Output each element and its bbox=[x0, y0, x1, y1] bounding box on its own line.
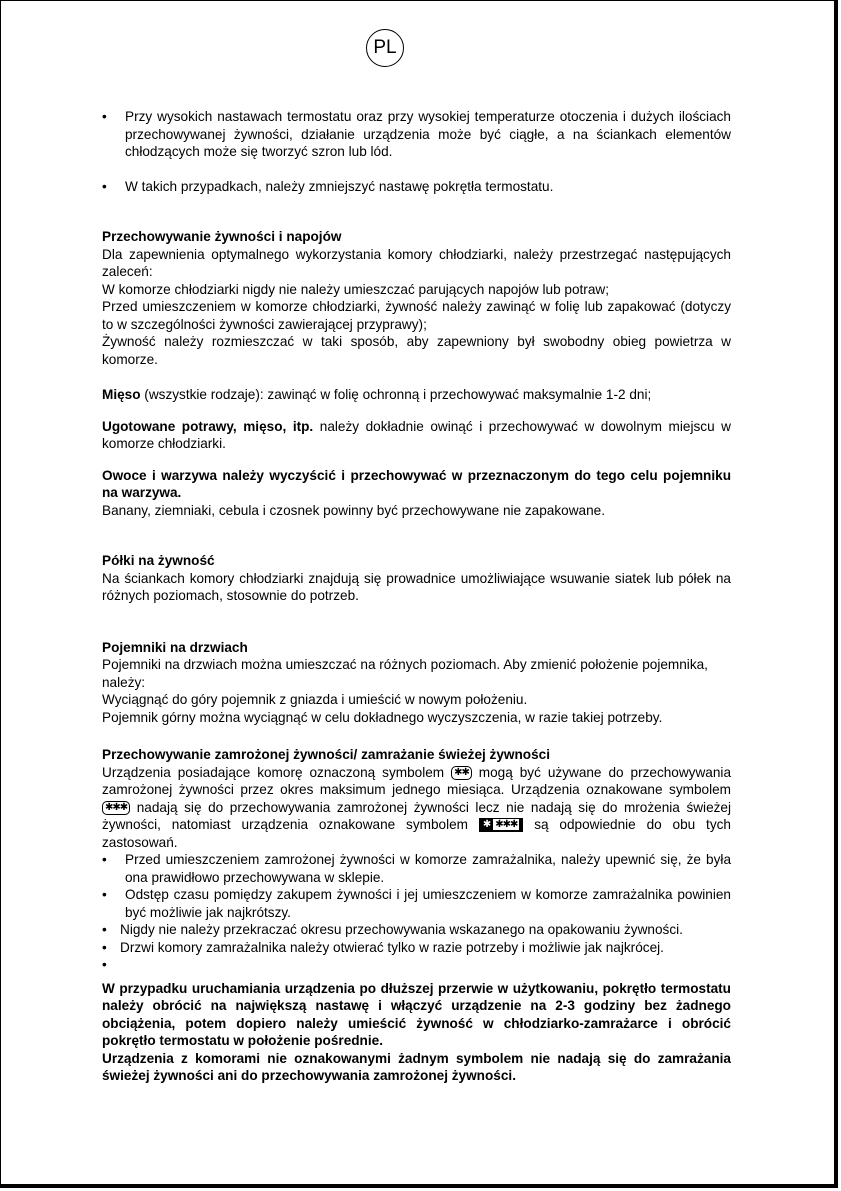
bullet-item: • W takich przypadkach, należy zmniejszyć nastawę pokrętła termostatu. bbox=[102, 178, 731, 196]
paragraph: Na ściankach komory chłodziarki znajdują się prowadnice umożliwiające wsuwanie siatek lub półek na różnych poziomach, stosownie do potrzeb. bbox=[102, 570, 731, 603]
section-title: Półki na żywność bbox=[102, 553, 215, 568]
bold-label: Ugotowane potrawy, mięso, itp. bbox=[102, 418, 314, 434]
section-title: Pojemniki na drzwiach bbox=[102, 639, 248, 655]
language-badge: PL bbox=[366, 29, 404, 67]
symbol-star: ✱ bbox=[482, 819, 491, 831]
bullet-item: • Drzwi komory zamrażalnika należy otwierać tylko w razie potrzeby i możliwie jak najkrócej. bbox=[102, 939, 731, 957]
bullet-item: • Odstęp czasu pomiędzy zakupem żywności i jej umieszczeniem w komorze zamrażalnika powinien być możliwie jak najkrótszy. bbox=[102, 886, 731, 921]
warning-paragraph: W przypadku uruchamiania urządzenia po dłuższej przerwie w użytkowaniu, pokrętło termostatu należy obrócić na największą nastawę i włączyć urządzenie na 2-3 godziny bez żadnego obciążenia, potem dopiero należy umieścić żywność w chłodziarko-zamrażarce i obrócić pokrętło termostatu w położenie pośrednie. bbox=[102, 980, 731, 1048]
paragraph: Banany, ziemniaki, cebula i czosnek powinny być przechowywane nie zapakowane. bbox=[102, 502, 605, 518]
section-door bbox=[102, 639, 731, 727]
paragraph-text: są odpowiednie do obu tych zastosowań. bbox=[102, 817, 731, 850]
paragraph: W komorze chłodziarki nigdy nie należy umieszczać parujących napojów lub potraw; bbox=[102, 281, 609, 297]
section-frozen bbox=[102, 746, 731, 974]
bold-label: Mięso bbox=[102, 387, 141, 402]
bullet-item: • Przy wysokich nastawach termostatu oraz przy wysokiej temperaturze otoczenia i dużych ilościach przechowywanej żywności, działanie urządzenia może być ciągłe, a na ściankach elementów chłodzących może się tworzyć szron lub lód. bbox=[102, 108, 731, 161]
section-fruit bbox=[102, 467, 731, 520]
symbol-stars: ✱✱✱ bbox=[495, 819, 518, 831]
paragraph: Pojemniki na drzwiach można umieszczać na różnych poziomach. Aby zmienić położenie pojemnika, należy: bbox=[102, 657, 708, 690]
section-title: Przechowywanie żywności i napojów bbox=[102, 229, 342, 244]
three-star-symbol-icon: ✱✱✱ bbox=[102, 801, 130, 815]
bullet-item: • Przed umieszczeniem zamrożonej żywności w komorze zamrażalnika, należy upewnić się, że była ona prawidłowo przechowywana w sklepie. bbox=[102, 851, 731, 886]
four-star-symbol-icon bbox=[479, 818, 524, 832]
section-title: Przechowywanie zamrożonej żywności/ zamrażanie świeżej żywności bbox=[102, 747, 550, 762]
paragraph bbox=[102, 764, 731, 852]
section-warning bbox=[102, 980, 731, 1085]
paragraph-text: należy dokładnie owinąć i przechowywać w dowolnym miejscu w komorze chłodziarki. bbox=[102, 418, 731, 451]
section-lead: Owoce i warzywa należy wyczyścić i przechowywać w przeznaczonym do tego celu pojemniku na warzywa. bbox=[102, 467, 731, 500]
paragraph: Dla zapewnienia optymalnego wykorzystania komory chłodziarki, należy przestrzegać następujących zaleceń: bbox=[102, 246, 731, 279]
section-shelves bbox=[102, 552, 731, 605]
paragraph: Wyciągnąć do góry pojemnik z gniazda i umieścić w nowym położeniu. bbox=[102, 692, 528, 707]
paragraph-text: Urządzenia posiadające komorę oznaczoną symbolem bbox=[102, 764, 445, 780]
bullet-item-empty bbox=[102, 956, 731, 974]
paragraph: Przed umieszczeniem w komorze chłodziarki, żywność należy zawinąć w folię lub zapakować (dotyczy to w szczególności żywności zawierającej przyprawy); bbox=[102, 299, 731, 332]
meat-paragraph bbox=[102, 386, 731, 404]
paragraph-text: nadają się do przechowywania zamrożonej żywności lecz nie nadają się do mrożenia świeżej żywności, natomiast urządzenia oznakowane symbolem bbox=[102, 799, 732, 832]
two-star-symbol-icon: ✱✱ bbox=[451, 766, 472, 780]
bullet-item: • Nigdy nie należy przekraczać okresu przechowywania wskazanego na opakowaniu żywności. bbox=[102, 921, 731, 939]
paragraph: Pojemnik górny można wyciągnąć w celu dokładnego wyczyszczenia, w razie takiej potrzeby. bbox=[102, 709, 663, 725]
warning-paragraph: Urządzenia z komorami nie oznakowanymi żadnym symbolem nie nadają się do zamrażania świeżej żywności ani do przechowywania zamrożonej żywności. bbox=[102, 1050, 731, 1083]
cooked-paragraph bbox=[102, 418, 731, 453]
section-storage bbox=[102, 228, 731, 368]
document-body bbox=[102, 108, 731, 1085]
paragraph-text: (wszystkie rodzaje): zawinąć w folię ochronną i przechowywać maksymalnie 1-2 dni; bbox=[140, 387, 652, 402]
paragraph: Żywność należy rozmieszczać w taki sposób, aby zapewniony był swobodny obieg powietrza w komorze. bbox=[102, 334, 731, 367]
paragraph-text: mogą być używane do przechowywania zamrożonej żywności przez okres maksimum jednego miesiąca. Urządzenia oznakowane symbolem bbox=[102, 764, 732, 797]
